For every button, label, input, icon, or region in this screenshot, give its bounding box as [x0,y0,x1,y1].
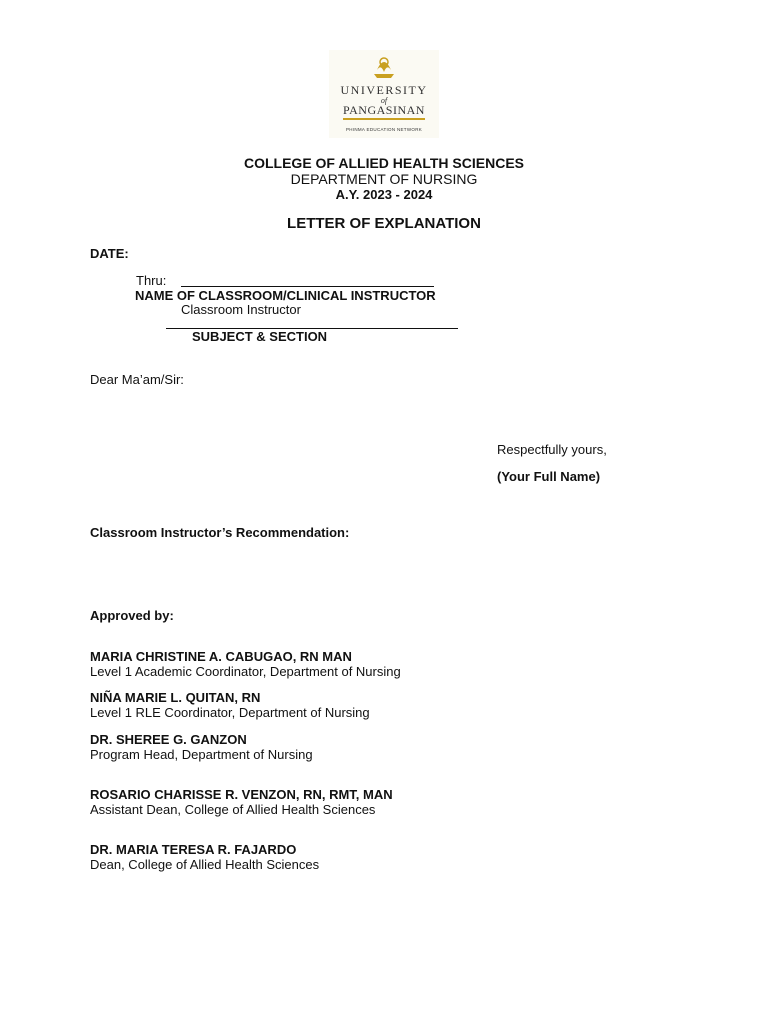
thru-label: Thru: [136,273,167,288]
instructor-role: Classroom Instructor [181,302,301,317]
logo-of-text: of [380,96,388,105]
logo-university-text: UNIVERSITY [340,83,428,97]
approver-title: Program Head, Department of Nursing [90,747,313,762]
approver-name: DR. MARIA TERESA R. FAJARDO [90,842,297,857]
approver-title: Dean, College of Allied Health Sciences [90,857,320,872]
approver-title: Level 1 Academic Coordinator, Department of Nursing [90,664,401,679]
date-label: DATE: [90,246,129,261]
approver-name: ROSARIO CHARISSE R. VENZON, RN, RMT, MAN [90,787,393,802]
recommendation-label: Classroom Instructor’s Recommendation: [90,525,350,540]
department-name: DEPARTMENT OF NURSING [290,171,478,187]
salutation: Dear Ma’am/Sir: [90,372,184,387]
approver-name: DR. SHEREE G. GANZON [90,732,247,747]
university-logo [329,50,439,138]
sender-name-placeholder: (Your Full Name) [497,469,601,484]
document-title: LETTER OF EXPLANATION [287,215,481,232]
logo-pangasinan-text: PANGASINAN [343,103,425,117]
instructor-name-placeholder: NAME OF CLASSROOM/CLINICAL INSTRUCTOR [135,288,436,303]
subject-section-label: SUBJECT & SECTION [192,329,328,344]
approved-by-label: Approved by: [90,608,174,623]
academic-year: A.Y. 2023 - 2024 [335,187,433,202]
logo-network-text: PHINMA EDUCATION NETWORK [345,127,423,132]
university-crest-icon [329,50,439,138]
approver-name: NIÑA MARIE L. QUITAN, RN [90,690,261,705]
approver-name: MARIA CHRISTINE A. CABUGAO, RN MAN [90,649,352,664]
approver-title: Level 1 RLE Coordinator, Department of Nursing [90,705,370,720]
college-name: COLLEGE OF ALLIED HEALTH SCIENCES [243,155,524,171]
approver-title: Assistant Dean, College of Allied Health Sciences [90,802,376,817]
instructor-name-line [181,286,434,287]
closing-text: Respectfully yours, [497,442,607,457]
